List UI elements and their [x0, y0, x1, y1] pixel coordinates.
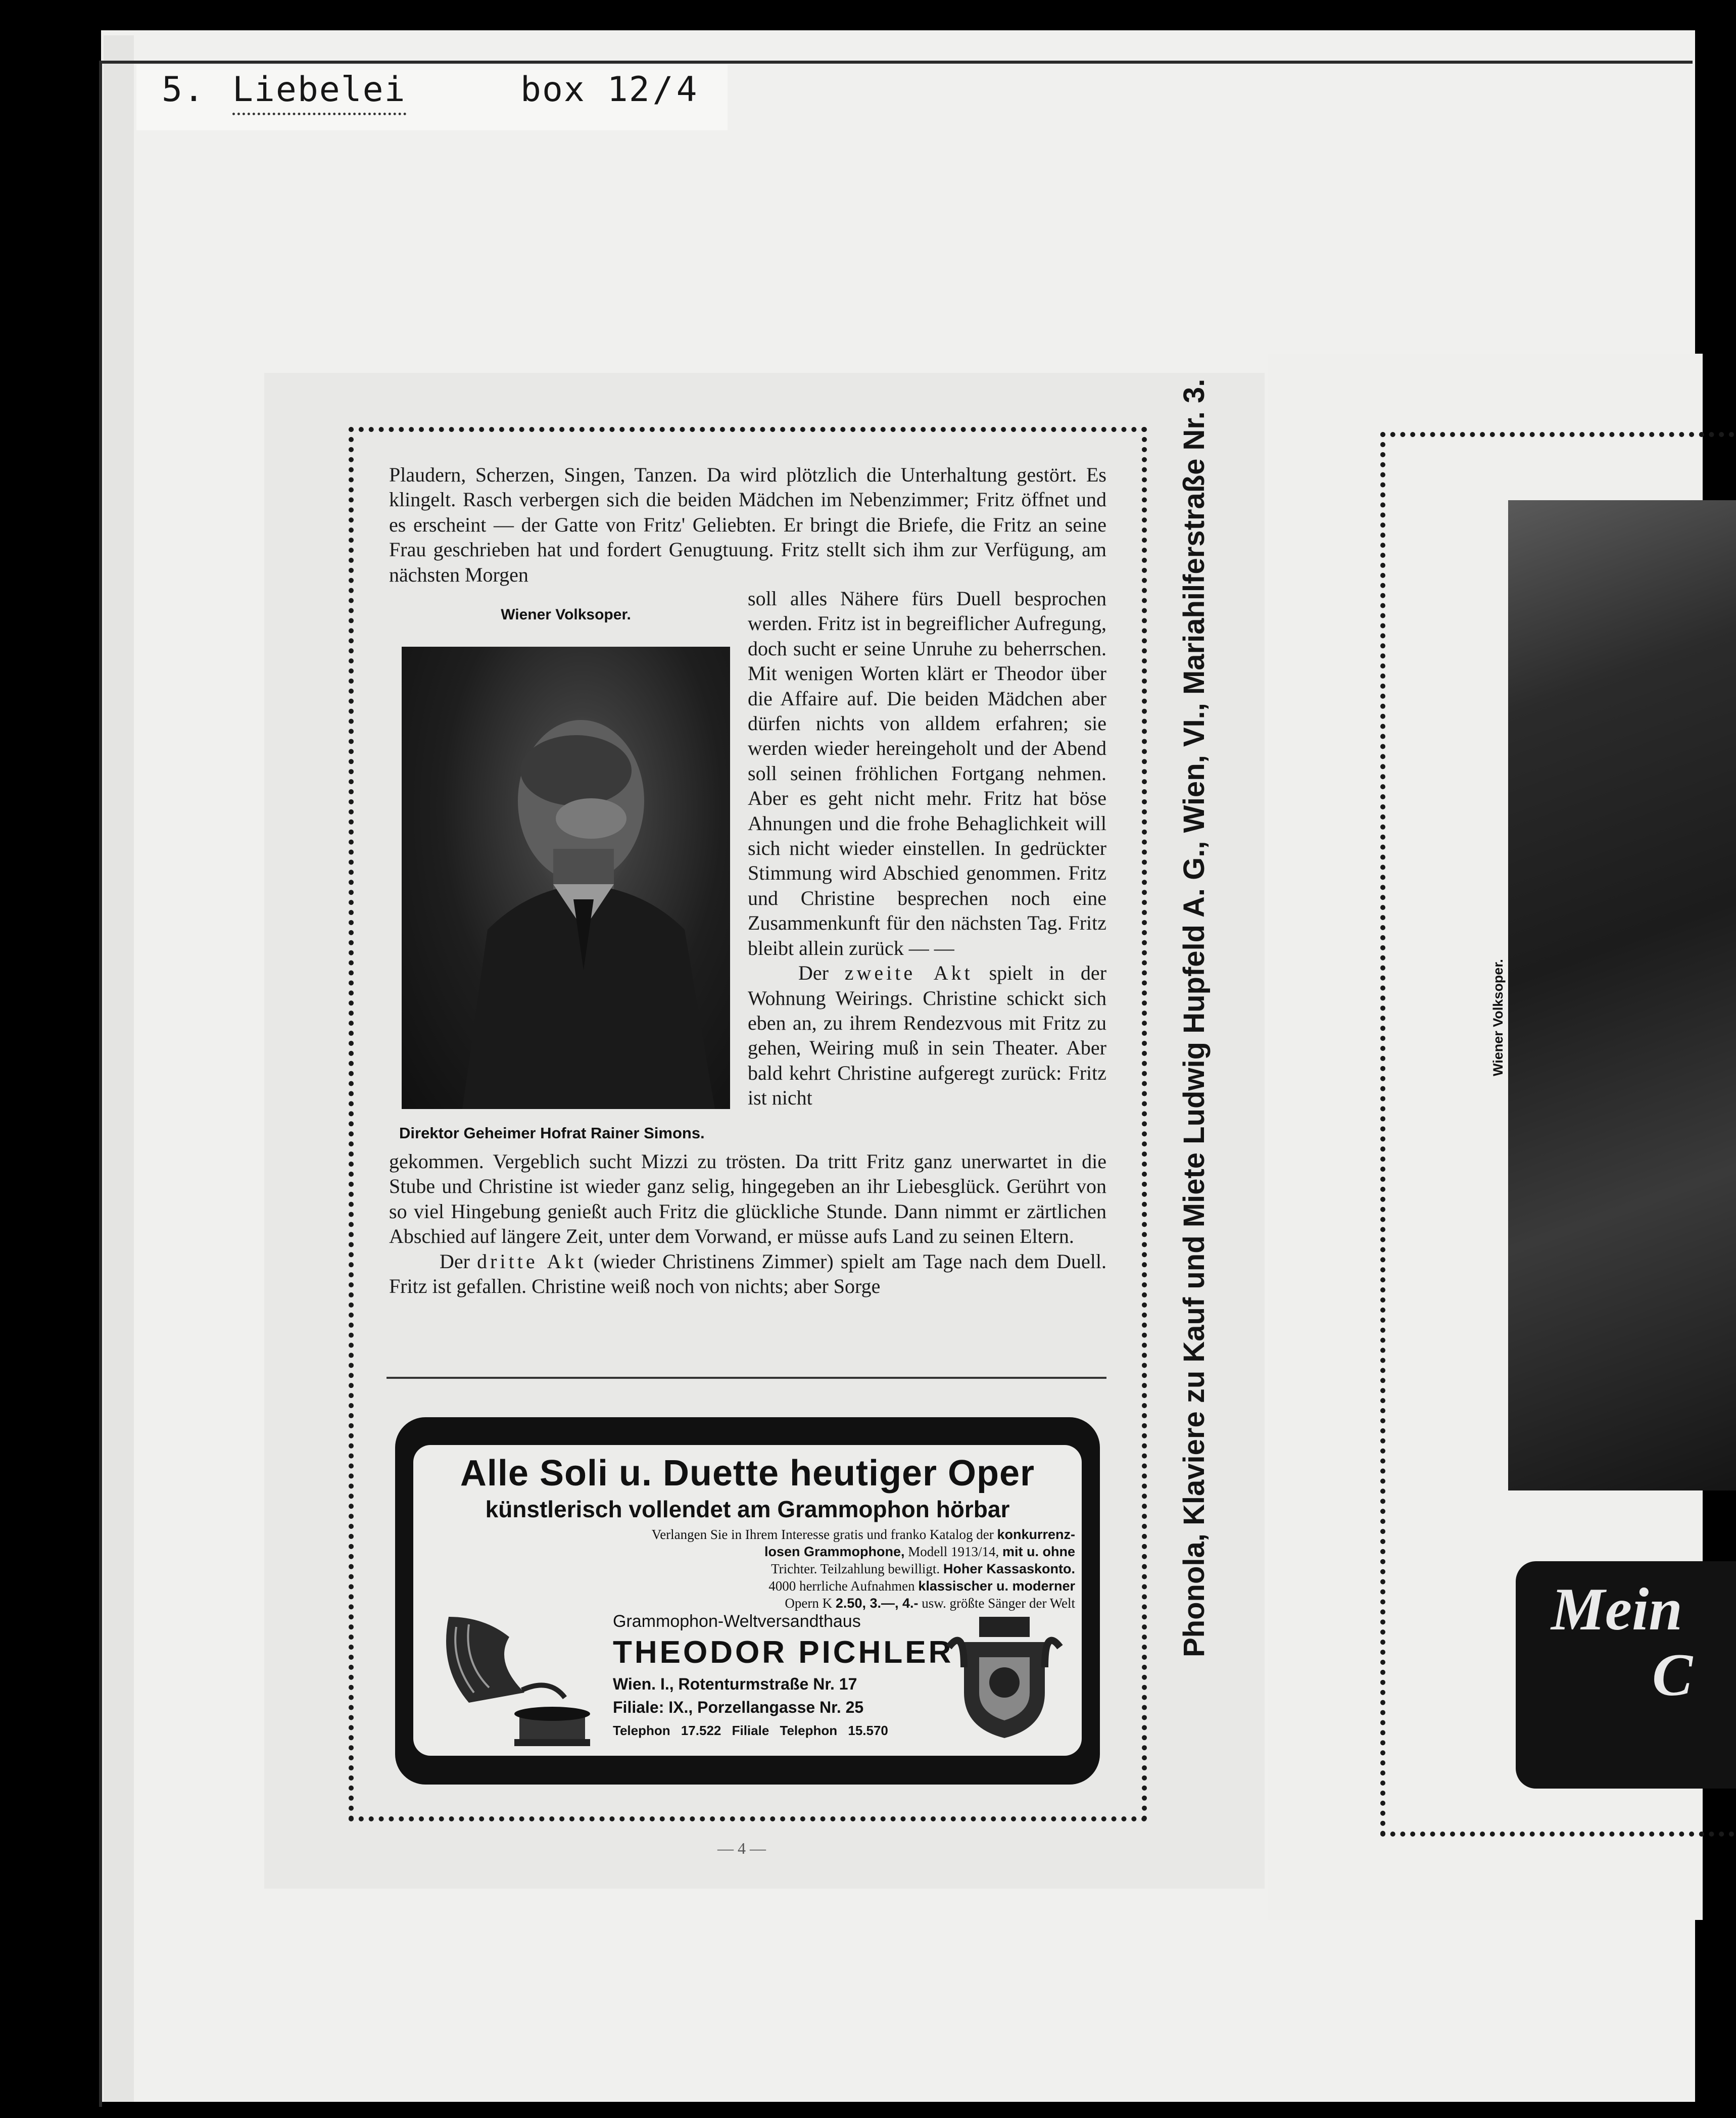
coat-of-arms-icon	[944, 1612, 1065, 1743]
director-portrait-photo	[402, 647, 730, 1109]
ad-house: Grammophon-Weltversandthaus	[613, 1612, 861, 1631]
label-number: 5.	[162, 70, 205, 110]
act2-label: zweite Akt	[844, 961, 973, 985]
theater-interior-photo	[1508, 500, 1736, 1490]
act2-article: Der	[798, 961, 829, 985]
article-paragraph-column: soll alles Nähere fürs Duell besprochen werden. Fritz ist in begreiflicher Aufregung, doch sucht er seine Unruhe zu beherrschen. Mit wenigen Worten klärt er Theodor über die Affaire auf. Die beiden Mädchen aber dürfen nichts von alldem erfahren; sie werden wieder hereingeholt und der Abend soll seinen fröhlichen Fortgang nehmen. Aber es geht nicht mehr. Fritz hat böse Ahnungen und die frohe Behaglichkeit will sich nicht wieder einstellen. In gedrückter Stimmung wird Abschied genommen. Fritz und Christine besprechen noch eine Zusammenkunft für den nächsten Tag. Fritz bleibt allein zurück — —	[748, 587, 1106, 959]
ad-line-1	[426, 1526, 1075, 1543]
ad-line-4	[426, 1577, 1075, 1595]
right-ad-line-1: Mein	[1551, 1575, 1683, 1643]
vertical-ad-text: Phonola, Klaviere zu Kauf und Miete Ludwig Hupfeld A. G., Wien, VI., Mariahilferstraße Nr. 3.	[1178, 378, 1211, 1657]
ad-line-2-text: Modell 1913/14,	[908, 1544, 999, 1559]
act2-paragraph-full: gekommen. Vergeblich sucht Mizzi zu trösten. Da tritt Fritz ganz unerwartet in die Stube und Christine ist wieder ganz selig, hingegeben an ihr Liebesglück. Gerührt von so viel Hingebung genießt auch Fritz die glückliche Stunde. Dann nimmt er zärtlichen Abschied auf längere Zeit, unter dem Vorwand, er müsse aufs Land zu seinen Eltern.	[389, 1150, 1106, 1248]
act2-column-text: spielt in der Wohnung Weirings. Christine schickt sich eben an, zu ihrem Rendezvous mit Fritz zu gehen, Weiring muß in sein Theater. Aber bald kehrt Christine aufgeregt zurück: Fritz ist nicht	[748, 961, 1107, 1110]
article-bottom	[389, 1124, 1106, 1298]
ad-line-1-text: Verlangen Sie in Ihrem Interesse gratis und franko Katalog der	[651, 1527, 994, 1542]
label-box	[520, 70, 698, 110]
card-left-rule	[99, 61, 102, 2107]
ad-address	[613, 1672, 967, 1719]
ad-line-3-text: Trichter. Teilzahlung bewilligt.	[771, 1561, 940, 1576]
portrait-image	[402, 647, 730, 1109]
label-title: Liebelei	[232, 70, 406, 115]
ad-line-4-text: 4000 herrliche Aufnahmen	[768, 1578, 915, 1594]
article-column-right	[748, 586, 1106, 1111]
ad-line-2	[426, 1543, 1075, 1560]
label-box-main: box 12	[520, 70, 651, 110]
page-number: — 4 —	[717, 1839, 766, 1857]
ad-body	[426, 1526, 1075, 1612]
article-paragraph-top: Plaudern, Scherzen, Singen, Tanzen. Da wird plötzlich die Unterhaltung gestört. Es klingelt. Rasch verbergen sich die beiden Mädchen im Nebenzimmer; Fritz öffnet und es erscheint — der Gatte von Fritz' Geliebten. Er bringt die Briefe, die Fritz an seine Frau geschrieben hat und fordert Genugtuung. Fritz stellt sich ihm zur Verfügung, am nächsten Morgen	[389, 463, 1106, 586]
ad-line-3	[426, 1560, 1075, 1577]
photo-caption-bottom: Direktor Geheimer Hofrat Rainer Simons.	[399, 1124, 743, 1142]
act2-paragraph-column	[748, 960, 1106, 1110]
ad-line-1-bold: konkurrenz-	[997, 1527, 1075, 1542]
ad-line-2-bold2: mit u. ohne	[1002, 1544, 1075, 1559]
act3-text: (wieder Christinens Zimmer) spielt am Tage nach dem Duell. Fritz ist gefallen. Christine weiß noch von nichts; aber Sorge	[389, 1249, 1106, 1298]
right-ad-line-2: C	[1652, 1641, 1693, 1708]
ad-address-1: Wien. I., Rotenturmstraße Nr. 17	[613, 1675, 857, 1693]
ad-line-2-bold: losen Grammophone,	[764, 1544, 905, 1559]
act3-label: dritte Akt	[477, 1249, 587, 1273]
card-margin-strip	[104, 35, 134, 2102]
ad-company-name: THEODOR PICHLER	[613, 1635, 954, 1670]
act3-article: Der	[440, 1249, 470, 1273]
gramophone-icon	[433, 1607, 600, 1753]
ad-line-5-bold: 2.50, 3.—, 4.-	[835, 1596, 919, 1611]
archive-label	[136, 65, 728, 130]
ad-phone: Telephon 17.522 Filiale Telephon 15.570	[613, 1723, 888, 1738]
ad-subline: künstlerisch vollendet am Grammophon hörbar	[485, 1496, 1010, 1522]
right-ad-text	[1551, 1576, 1736, 1708]
right-photo-caption: Wiener Volksoper.	[1490, 959, 1506, 1076]
ad-line-4-bold: klassischer u. moderner	[918, 1578, 1075, 1594]
ad-line-5-text: Opern K	[785, 1596, 833, 1611]
act3-paragraph	[389, 1249, 1106, 1299]
ad-headline: Alle Soli u. Duette heutiger Oper	[460, 1453, 1035, 1494]
label-slash: /	[652, 70, 674, 110]
gramophone-ad	[413, 1445, 1082, 1756]
ad-line-3-bold: Hoher Kassaskonto.	[943, 1561, 1075, 1576]
article-divider	[387, 1377, 1106, 1379]
label-box-sub: 4	[676, 70, 698, 110]
card-top-rule	[101, 61, 1693, 64]
ad-line-5-end: usw. größte Sänger der Welt	[922, 1596, 1075, 1611]
ad-address-2: Filiale: IX., Porzellangasse Nr. 25	[613, 1698, 864, 1716]
photo-caption-top: Wiener Volksoper.	[501, 606, 631, 623]
